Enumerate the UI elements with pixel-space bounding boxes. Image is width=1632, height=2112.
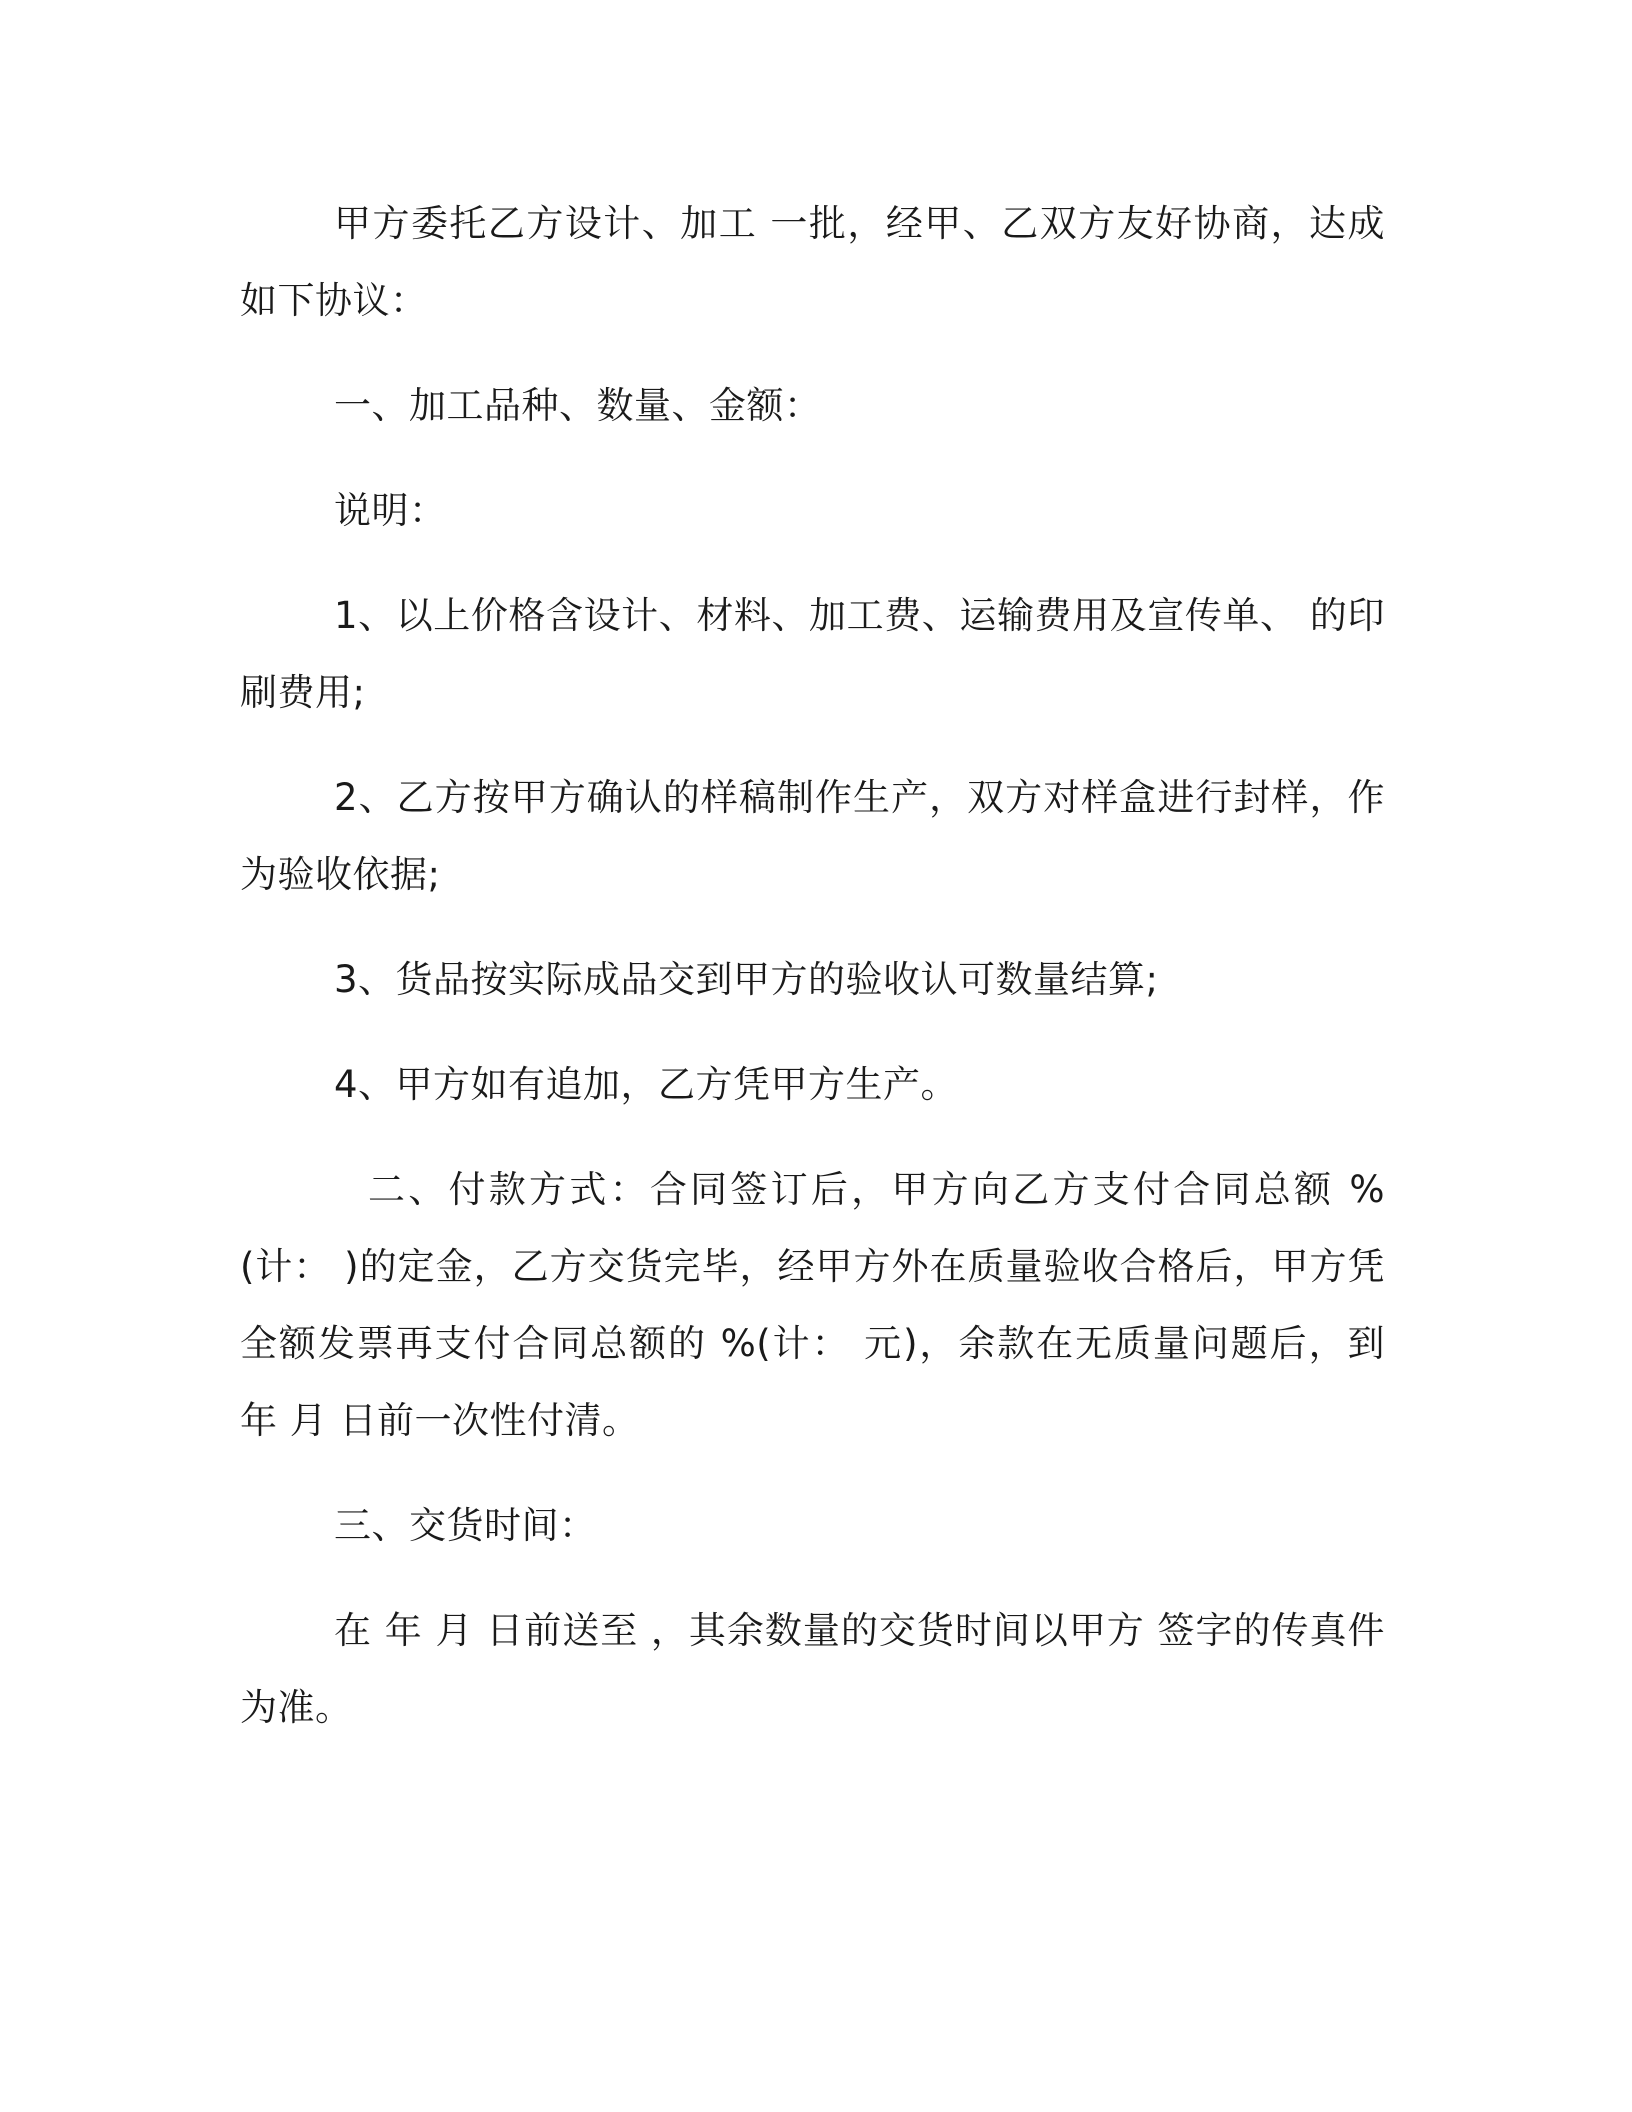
section-1-heading: 一、加工品种、数量、金额： (334, 384, 822, 427)
note-item-3: 3、货品按实际成品交到甲方的验收认可数量结算; (334, 958, 1159, 1001)
document-body (240, 185, 1385, 1774)
section-2-payment: 二、付款方式：合同签订后，甲方向乙方支付合同总额 %(计： )的定金，乙方交货完毕，经甲方外在质量验收合格后，甲方凭全额发票再支付合同总额的 %(计： 元)，余款在无质量问题后，到 年 月 日前一次性付清。 (240, 1168, 1385, 1442)
note-item-4: 4、甲方如有追加，乙方凭甲方生产。 (334, 1063, 959, 1106)
delivery-paragraph: 在 年 月 日前送至 ，其余数量的交货时间以甲方 签字的传真件为准。 (240, 1609, 1385, 1729)
note-item-2: 2、乙方按甲方确认的样稿制作生产，双方对样盒进行封样，作为验收依据; (240, 776, 1385, 896)
notes-heading: 说明： (334, 489, 447, 532)
note-item-1: 1、以上价格含设计、材料、加工费、运输费用及宣传单、 的印刷费用; (240, 594, 1385, 714)
intro-paragraph: 甲方委托乙方设计、加工 一批，经甲、乙双方友好协商，达成如下协议： (240, 202, 1385, 322)
section-3-heading: 三、交货时间： (334, 1504, 597, 1547)
